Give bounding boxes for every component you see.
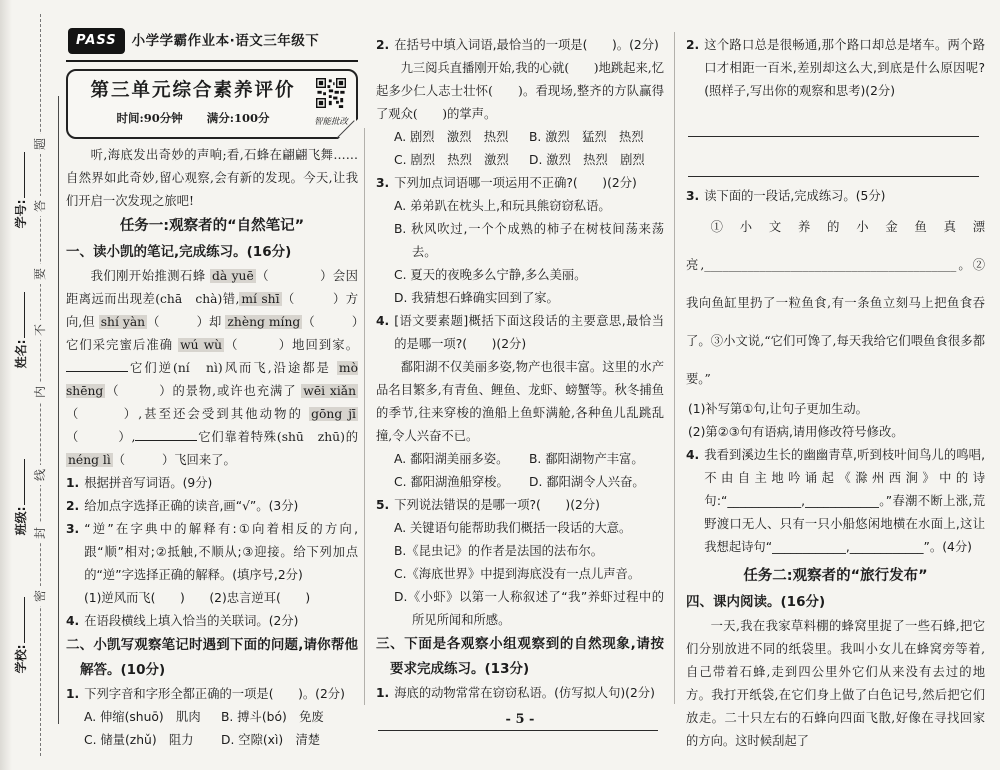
option-row (376, 448, 664, 471)
seal-char-mi: 密 (30, 586, 50, 606)
pinyin-passage: 我们刚开始推测石蜂 dà yuē （ ）会因距离远而出现差(chā chà)错, mí shī （ ）方向,但 shí yàn （ ）却 zhèng míng （ ）它们采完蜜后准确 wú wù （ ）地回到家。它们逆(ní nì)风而飞,沿途都是 mò shēng （ ）的景物,或许也充满了 wēi xiǎn（ ）,甚至还会受到其他动物的 gōng jī（ ）, 它们靠着特殊(shū zhū)的 néng lì （ ）飞回来了。 (66, 269, 358, 467)
question-number: 2. (376, 38, 390, 52)
question-1-1 (66, 472, 358, 495)
question-number: 1. (66, 687, 80, 701)
school-label: 学校: (14, 644, 28, 674)
page-title: 第三单元综合素养评价 (90, 80, 296, 101)
school-blank[interactable] (14, 597, 25, 643)
question-2-2-passage: 九三阅兵直播刚开始,我的心就( )地跳起来,忆起多少仁人志士壮怀( )。看现场,整齐的方队赢得了观众( )的掌声。 (376, 61, 664, 121)
question-text: 给加点字选择正确的读音,画“√”。(3分) (84, 499, 299, 513)
question-2-1 (66, 683, 358, 706)
folded-corner (338, 119, 358, 139)
column-2 (376, 34, 664, 733)
option-b[interactable]: B. 鄱阳湖物产丰富。 (529, 452, 644, 466)
seal-char-bu: 不 (30, 320, 50, 340)
option-a[interactable]: A. 鄱阳湖美丽多姿。 (394, 452, 509, 466)
option-c[interactable]: C. 夏天的夜晚多么宁静,多么美丽。 (394, 268, 587, 282)
option-d[interactable]: D. 空隙(xì) 清楚 (221, 733, 321, 747)
question-text: 下列说法错误的是哪一项?( )(2分) (394, 498, 600, 512)
question-number: 2. (686, 38, 700, 52)
question-1-3 (66, 518, 358, 587)
question-number: 4. (66, 614, 80, 628)
time-limit: 时间:90分钟 (116, 111, 183, 125)
student-name-label: 姓名: (14, 339, 28, 369)
answer-line[interactable] (688, 151, 979, 177)
option-a[interactable]: A. 伸缩(shuō) 肌肉 (84, 710, 201, 724)
question-2-5 (376, 494, 664, 517)
section-2-heading: 二、小凯写观察笔记时遇到下面的问题,请你帮他解答。(10分) (66, 637, 358, 678)
option-d[interactable]: D. 我猜想石蜂确实回到了家。 (394, 291, 559, 305)
qr-label: 智能批改 (313, 117, 348, 127)
exam-meta (76, 107, 310, 130)
question-text: 下列字音和字形全都正确的一项是( )。(2分) (84, 687, 345, 701)
title-box (66, 69, 358, 139)
option-row (376, 149, 664, 172)
option-a[interactable]: A. 关键语句能帮助我们概括一段话的大意。 (394, 521, 632, 535)
question-text: 我看到溪边生长的幽幽青草,听到枝叶间鸟儿的鸣唱,不由自主地吟诵起《滁州西涧》中的诗句:“____________,____________。”春潮不断上涨,荒野渡口无人、只有一只小船悠闲地横在水面上,这让我想起诗句“____________,____________”。(4分) (704, 448, 985, 554)
option-a[interactable]: A. 弟弟趴在枕头上,和玩具熊窃窃私语。 (394, 199, 611, 213)
intro-paragraph: 听,海底发出奇妙的声响;看,石蜂在翩翩飞舞……自然界如此奇妙,留心观察,会有新的发现。今天,让我们开启一次发现之旅吧! (66, 148, 358, 208)
student-name-blank[interactable] (14, 292, 25, 338)
student-id-label: 学号: (14, 199, 28, 229)
option-b[interactable]: B. 秋风吹过,一个个成熟的柿子在树枝间荡来荡去。 (394, 222, 664, 259)
question-number: 4. (376, 314, 390, 328)
question-3-3-item-2[interactable]: (2)第②③句有语病,请用修改符号修改。 (688, 425, 904, 439)
section-4-heading: 四、课内阅读。(16分) (686, 594, 826, 610)
seal-char-ti: 题 (30, 134, 50, 154)
question-3-4 (686, 444, 985, 559)
school-field[interactable] (12, 570, 28, 700)
question-text: 在语段横线上填入恰当的关联词。(2分) (84, 614, 299, 628)
student-id-blank[interactable] (14, 152, 25, 198)
question-2-3 (376, 172, 664, 195)
option-row (376, 126, 664, 149)
column-1 (66, 26, 358, 752)
option-b[interactable]: B.《昆虫记》的作者是法国的法布尔。 (394, 544, 604, 558)
question-number: 5. (376, 498, 390, 512)
task1-heading: 任务一:观察者的“自然笔记” (119, 218, 305, 234)
seal-char-da: 答 (30, 196, 50, 216)
margin-vertical-rule (58, 96, 59, 724)
option-row (66, 729, 358, 752)
question-number: 3. (66, 522, 80, 536)
question-text: “逆”在字典中的解释有:①向着相反的方向,跟“顺”相对;②抵触,不顺从;③迎接。给下列加点的“逆”字选择正确的解释。(填序号,2分) (84, 522, 358, 582)
brand-row (66, 26, 358, 62)
question-text: 这个路口总是很畅通,那个路口却总是堵车。两个路口才相距一百米,差别却这么大,到底是什么原因呢?(照样子,写出你的观察和思考)(2分) (704, 38, 985, 98)
question-2-4-passage: 鄱阳湖不仅美丽多姿,物产也很丰富。这里的水产品名目繁多,有青鱼、鲤鱼、龙虾、螃蟹等。秋冬捕鱼的季节,往来穿梭的渔船上鱼虾满舱,各种鱼儿乱跳乱撞,令人兴奋不已。 (376, 360, 664, 443)
option-b[interactable]: B. 搏斗(bó) 免废 (221, 710, 324, 724)
question-3-1 (376, 682, 664, 705)
question-2-4 (376, 310, 664, 356)
option-d[interactable]: D.《小虾》以第一人称叙述了“我”养虾过程中的所见所闻和所感。 (394, 590, 664, 627)
option-row (66, 706, 358, 729)
question-number: 3. (686, 189, 700, 203)
question-1-2 (66, 495, 358, 518)
question-number: 1. (66, 476, 80, 490)
section-1-heading: 一、读小凯的笔记,完成练习。(16分) (66, 244, 292, 260)
seal-char-yao: 要 (30, 264, 50, 284)
question-text: 读下面的一段话,完成练习。(5分) (704, 189, 886, 203)
option-a[interactable]: A. 剧烈 激烈 热烈 (394, 130, 509, 144)
question-3-3 (686, 185, 985, 208)
question-text: [语文要素题]概括下面这段话的主要意思,最恰当的是哪一项?( )(2分) (394, 314, 664, 351)
column-3 (686, 34, 985, 753)
question-number: 4. (686, 448, 700, 462)
column-divider-1 (364, 128, 365, 705)
option-row (376, 471, 664, 494)
question-2-2 (376, 34, 664, 57)
option-d[interactable]: D. 鄱阳湖令人兴奋。 (529, 475, 645, 489)
student-id-field[interactable] (12, 125, 28, 255)
option-c[interactable]: C. 储量(zhǔ) 阻力 (84, 733, 194, 747)
series-title: 小学学霸作业本·语文三年级下 (131, 32, 320, 49)
option-c[interactable]: C. 剧烈 热烈 激烈 (394, 153, 509, 167)
question-1-3-items[interactable]: (1)逆风而飞( ) (2)忠言逆耳( ) (84, 591, 311, 605)
class-field[interactable] (12, 432, 28, 562)
question-3-3-passage: ①小文养的小金鱼真漂亮,_________________________________________。②我向鱼缸里扔了一粒鱼食,有一条鱼立刻马上把鱼食吞了。③小文说,“它们可馋了,每天我给它们喂鱼食很多都要。” (686, 220, 985, 386)
column-divider-2 (674, 32, 675, 704)
question-1-4 (66, 610, 358, 633)
reading-passage: 一天,我在我家草料棚的蜂窝里捉了一些石蜂,把它们分别放进不同的纸袋里。我叫小女儿在蜂窝旁等着,自己带着石蜂,走到四公里外它们从来没有去过的地方。我打开纸袋,在它们身上做了白色记号,然后把它们放走。二十只左右的石蜂向四面飞散,好像在寻找回家的方向。这时候刮起了 (686, 619, 985, 748)
question-number: 3. (376, 176, 390, 190)
question-3-2 (686, 34, 985, 103)
question-number: 1. (376, 686, 390, 700)
seal-char-feng: 封 (30, 523, 50, 543)
qr-code-icon (316, 78, 346, 108)
option-d[interactable]: D. 激烈 热烈 剧烈 (529, 153, 645, 167)
class-blank[interactable] (14, 459, 25, 505)
option-b[interactable]: B. 激烈 猛烈 热烈 (529, 130, 644, 144)
question-number: 2. (66, 499, 80, 513)
class-label: 班级: (14, 506, 28, 536)
page-number: - 5 - (505, 712, 535, 727)
seal-char-xian: 线 (30, 465, 50, 485)
question-text: 根据拼音写词语。(9分) (84, 476, 213, 490)
option-c[interactable]: C. 鄱阳湖渔船穿梭。 (394, 475, 509, 489)
pass-logo: PASS (68, 28, 125, 54)
seal-char-nei: 内 (30, 382, 50, 402)
question-3-3-item-1[interactable]: (1)补写第①句,让句子更加生动。 (688, 402, 868, 416)
full-score: 满分:100分 (206, 111, 270, 125)
section-3-heading: 三、下面是各观察小组观察到的自然现象,请按要求完成练习。(13分) (376, 636, 664, 677)
task2-heading: 任务二:观察者的“旅行发布” (743, 568, 928, 584)
question-text: 下列加点词语哪一项运用不正确?( )(2分) (394, 176, 637, 190)
student-name-field[interactable] (12, 265, 28, 395)
question-text: 在括号中填入词语,最恰当的一项是( )。(2分) (394, 38, 659, 52)
question-text: 海底的动物常常在窃窃私语。(仿写拟人句)(2分) (394, 686, 655, 700)
option-c[interactable]: C.《海底世界》中提到海底没有一点儿声音。 (394, 567, 641, 581)
answer-line[interactable] (688, 111, 979, 137)
